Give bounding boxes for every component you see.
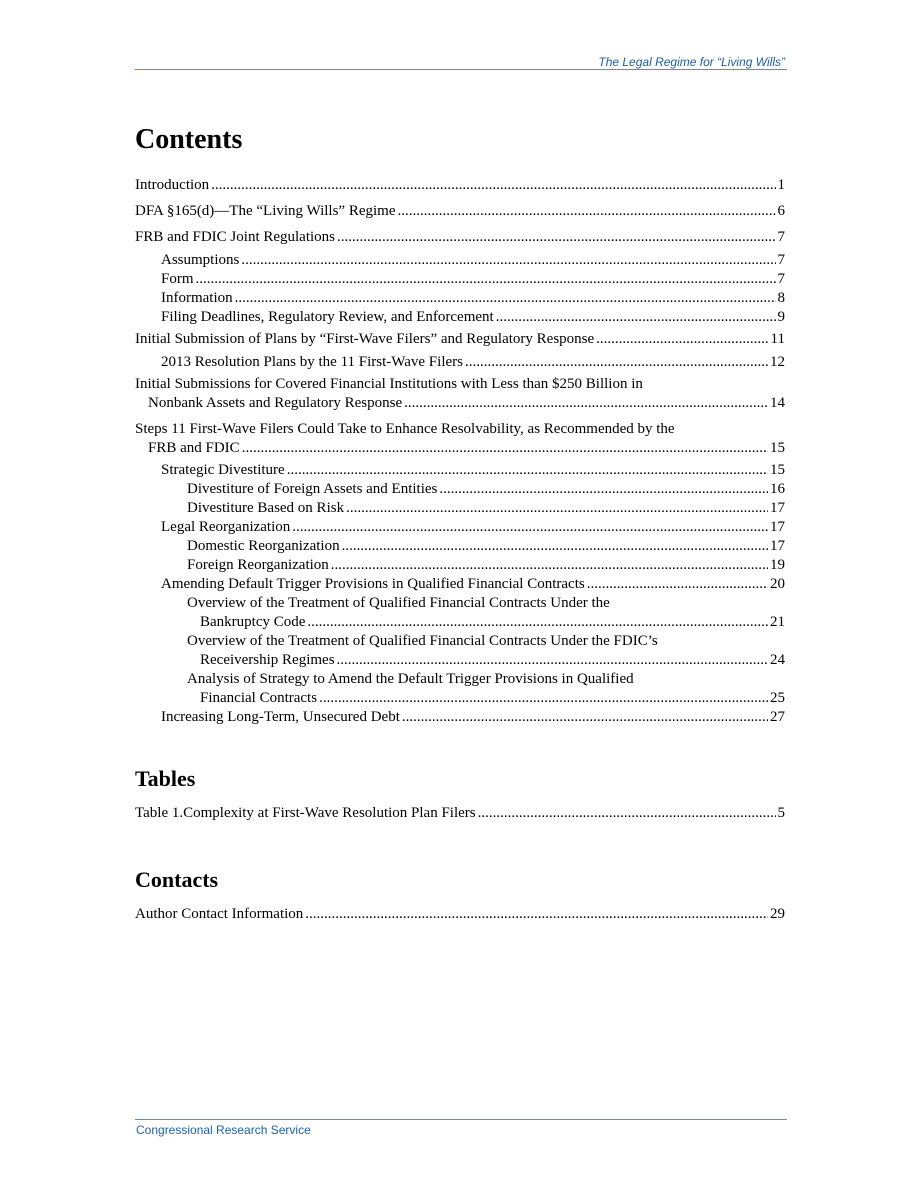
dot-leader — [346, 499, 768, 518]
toc-entry-title: Initial Submissions for Covered Financial Institutions with Less than $250 Billion in — [135, 376, 643, 392]
toc-entry-title: Filing Deadlines, Regulatory Review, and Enforcement — [161, 309, 494, 325]
toc-entry[interactable] — [187, 632, 785, 670]
toc-entry-title: Analysis of Strategy to Amend the Default Trigger Provisions in Qualified — [187, 671, 634, 687]
toc-entry[interactable] — [135, 420, 785, 458]
toc-entry-title: 2013 Resolution Plans by the 11 First-Wave Filers — [161, 354, 463, 370]
dot-leader — [496, 308, 776, 327]
toc-entry[interactable] — [135, 176, 785, 195]
toc-entry-page: 7 — [777, 252, 785, 268]
dot-leader — [478, 804, 776, 823]
toc-entry-title: Initial Submission of Plans by “First-Wave Filers” and Regulatory Response — [135, 331, 595, 347]
toc-entry-page: 21 — [770, 614, 785, 630]
toc-entry-page: 16 — [770, 481, 785, 497]
toc-entry[interactable] — [135, 330, 785, 349]
dot-leader — [287, 461, 768, 480]
toc-entry-page: 17 — [770, 519, 785, 535]
tables-entry[interactable] — [135, 804, 785, 823]
toc-entry-title: DFA §165(d)—The “Living Wills” Regime — [135, 203, 396, 219]
toc-entry-title-continued: Nonbank Assets and Regulatory Response — [148, 395, 403, 411]
dot-leader — [587, 575, 768, 594]
toc-entry-title: Overview of the Treatment of Qualified Financial Contracts Under the — [187, 595, 610, 611]
dot-leader — [331, 556, 768, 575]
contacts-entry-page: 29 — [770, 906, 785, 922]
tables-heading: Tables — [135, 766, 196, 791]
footer-text: Congressional Research Service — [136, 1123, 311, 1137]
toc-entry[interactable] — [161, 575, 785, 594]
dot-leader — [319, 689, 768, 708]
toc-entry[interactable] — [135, 375, 785, 413]
toc-entry[interactable] — [187, 537, 785, 556]
toc-entry-title: Assumptions — [161, 252, 240, 268]
toc-entry-page: 12 — [770, 354, 785, 370]
toc-entry-title-continued: FRB and FDIC — [148, 440, 240, 456]
running-header-title: The Legal Regime for “Living Wills” — [598, 55, 785, 69]
footer-rule — [135, 1119, 787, 1120]
header-rule — [135, 69, 787, 70]
dot-leader — [439, 480, 768, 499]
toc-entry-title: Divestiture Based on Risk — [187, 500, 345, 516]
toc-entry[interactable] — [161, 308, 785, 327]
toc-entry-title: Strategic Divestiture — [161, 462, 285, 478]
toc-entry-title-continued: Bankruptcy Code — [200, 614, 306, 630]
dot-leader — [337, 651, 768, 670]
dot-leader — [242, 439, 768, 458]
toc-entry[interactable] — [135, 228, 785, 247]
toc-entry-page: 17 — [770, 500, 785, 516]
toc-entry-page: 24 — [770, 652, 785, 668]
toc-entry-title: Increasing Long-Term, Unsecured Debt — [161, 709, 400, 725]
toc-entry-title: Steps 11 First-Wave Filers Could Take to Enhance Resolvability, as Recommended by the — [135, 421, 675, 437]
contents-heading: Contents — [135, 124, 243, 155]
dot-leader — [337, 228, 775, 247]
toc-entry-title: Overview of the Treatment of Qualified Financial Contracts Under the FDIC’s — [187, 633, 658, 649]
toc-entry-title: Amending Default Trigger Provisions in Qualified Financial Contracts — [161, 576, 585, 592]
toc-entry[interactable] — [161, 289, 785, 308]
toc-entry-page: 14 — [770, 395, 785, 411]
contacts-entry[interactable] — [135, 905, 785, 924]
contacts-heading: Contacts — [135, 867, 219, 892]
toc-entry-page: 11 — [770, 331, 785, 347]
toc-entry-page: 15 — [770, 440, 785, 456]
toc-entry-page: 19 — [770, 557, 785, 573]
toc-entry[interactable] — [161, 708, 785, 727]
toc-entry-title-continued: Financial Contracts — [200, 690, 318, 706]
toc-entry-page: 1 — [777, 177, 785, 193]
toc-entry[interactable] — [187, 594, 785, 632]
toc-entry[interactable] — [161, 251, 785, 270]
toc-entry[interactable] — [187, 480, 785, 499]
toc-entry[interactable] — [161, 518, 785, 537]
dot-leader — [342, 537, 768, 556]
toc-entry-title: Legal Reorganization — [161, 519, 291, 535]
toc-entry-page: 25 — [770, 690, 785, 706]
toc-entry-page: 6 — [777, 203, 785, 219]
dot-leader — [402, 708, 768, 727]
toc-entry-title: Information — [161, 290, 233, 306]
toc-entry-page: 7 — [777, 271, 785, 287]
dot-leader — [397, 202, 775, 221]
toc-entry-title: Foreign Reorganization — [187, 557, 329, 573]
tables-entry-page: 5 — [777, 805, 785, 821]
toc-entry-page: 20 — [770, 576, 785, 592]
dot-leader — [465, 353, 768, 372]
dot-leader — [292, 518, 768, 537]
toc-entry-page: 9 — [777, 309, 785, 325]
toc-entry[interactable] — [187, 499, 785, 518]
dot-leader — [196, 270, 776, 289]
dot-leader — [305, 905, 768, 924]
dot-leader — [211, 176, 775, 195]
toc-entry-title: Form — [161, 271, 194, 287]
dot-leader — [235, 289, 776, 308]
toc-entry-page: 17 — [770, 538, 785, 554]
toc-entry[interactable] — [161, 270, 785, 289]
dot-leader — [241, 251, 775, 270]
toc-entry[interactable] — [161, 353, 785, 372]
toc-entry[interactable] — [161, 461, 785, 480]
toc-entry-title-continued: Receivership Regimes — [200, 652, 335, 668]
toc-entry-title: Divestiture of Foreign Assets and Entities — [187, 481, 438, 497]
dot-leader — [596, 330, 768, 349]
toc-entry-title: Introduction — [135, 177, 210, 193]
toc-entry-title: Domestic Reorganization — [187, 538, 340, 554]
toc-entry-page: 8 — [777, 290, 785, 306]
toc-entry[interactable] — [135, 202, 785, 221]
tables-entry-title: Table 1.Complexity at First-Wave Resolution Plan Filers — [135, 805, 476, 821]
toc-entry-page: 7 — [777, 229, 785, 245]
toc-entry-title: FRB and FDIC Joint Regulations — [135, 229, 336, 245]
toc-entry-page: 15 — [770, 462, 785, 478]
toc-entry-page: 27 — [770, 709, 785, 725]
contacts-entry-title: Author Contact Information — [135, 906, 304, 922]
toc-entry[interactable] — [187, 556, 785, 575]
dot-leader — [404, 394, 768, 413]
toc-entry[interactable] — [187, 670, 785, 708]
dot-leader — [307, 613, 768, 632]
